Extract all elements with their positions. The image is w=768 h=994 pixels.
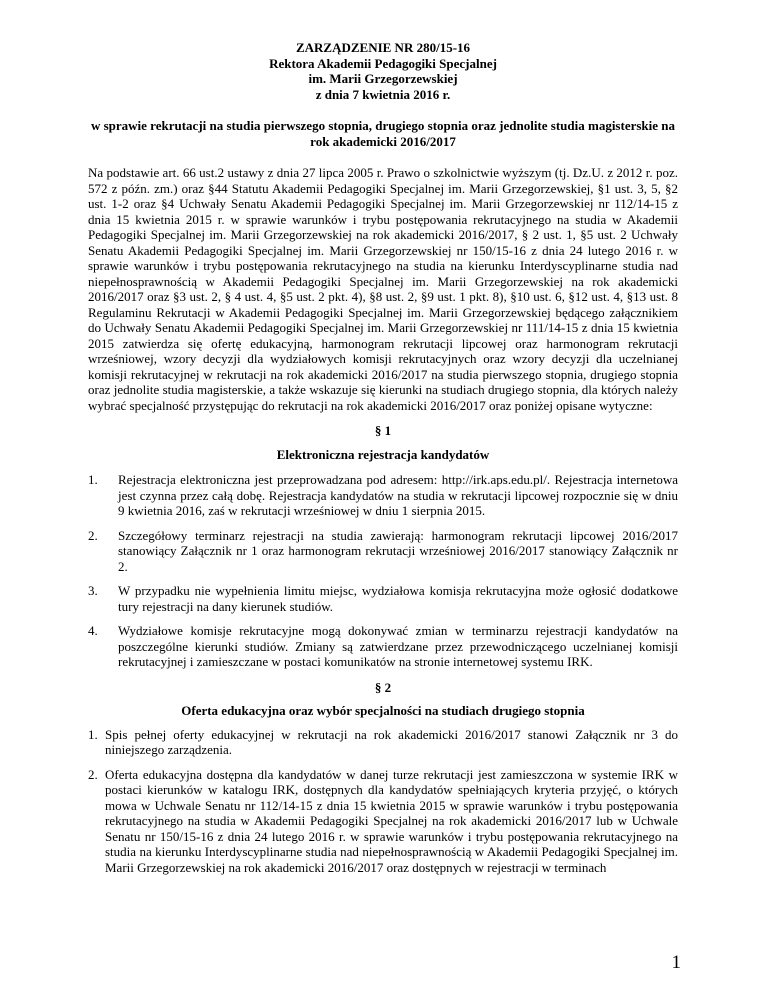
list-item xyxy=(88,528,678,575)
list-item xyxy=(88,727,678,758)
page-number: 1 xyxy=(671,952,681,973)
section-2-title: Oferta edukacyjna oraz wybór specjalności na studiach drugiego stopnia xyxy=(181,703,585,718)
document-subject: w sprawie rekrutacji na studia pierwszego stopnia, drugiego stopnia oraz jednolite studia magisterskie na rok akademicki 2016/2017 xyxy=(90,118,676,149)
section-2-number: § 2 xyxy=(374,679,392,695)
list-item-text: Wydziałowe komisje rekrutacyjne mogą dokonywać zmian w terminarzu rejestracji kandydatów na poszczególne kierunki studiów. Zmiany są zatwierdzane przez przewodniczącego uczelnianej komisji rekrutacyjnej i zamieszczane w postaci komunikatów na stronie internetowej systemu IRK. xyxy=(118,623,678,669)
list-item-text: Szczegółowy terminarz rejestracji na studia zawierają: harmonogram rekrutacji lipcowej 2016/2017 stanowiący Załącznik nr 1 oraz harmonogram rekrutacji wrześniowej 2016/2017 stanowiący Załącznik nr 2. xyxy=(118,527,678,574)
list-item-number: 2. xyxy=(88,766,98,782)
list-item-text: Oferta edukacyjna dostępna dla kandydatów w danej turze rekrutacji jest zamieszczona w systemie IRK w postaci kierunków w katalogu IRK, dostępnych dla kandydatów spełniających kryteria przyjęć, o których mowa w Uchwale Senatu nr 112/14-15 z dnia 15 kwietnia 2015 w sprawie warunków i trybu postępowania rekrutacyjnego na studia w Akademii Pedagogiki Specjalnej na rok akademicki 2016/2017 lub w Uchwale Senatu nr 150/15-16 z dnia 24 lutego 2016 r. w sprawie warunków i trybu postępowania rekrutacyjnego na studia na kierunku Interdyscyplinarne studia nad niepełnosprawnością w Akademii Pedagogiki Specjalnej im. Marii Grzegorzewskiej na rok akademicki 2016/2017 oraz dostępnych w rejestracji w terminach xyxy=(105,766,678,875)
document-header xyxy=(88,40,678,102)
header-line-1: ZARZĄDZENIE NR 280/15-16 xyxy=(295,40,471,55)
list-item-number: 1. xyxy=(88,472,98,487)
intro-paragraph: Na podstawie art. 66 ust.2 ustawy z dnia 27 lipca 2005 r. Prawo o szkolnictwie wyższym (tj. Dz.U. z 2012 r. poz. 572 z późn. zm.) oraz §44 Statutu Akademii Pedagogiki Specjalnej im. Marii Grzegorzewskiej, §1 ust. 3, 5, §2 ust. 1-2 oraz §4 Uchwały Senatu Akademii Pedagogiki Specjalnej im. Marii Grzegorzewskiej nr 112/14-15 z dnia 15 kwietnia 2015 r. w sprawie warunków i trybu postępowania rekrutacyjnego na studia w Akademii Pedagogiki Specjalnej im. Marii Grzegorzewskiej na rok akademicki 2016/2017, § 2 ust. 1, §5 ust. 2 Uchwały Senatu Akademii Pedagogiki Specjalnej im. Marii Grzegorzewskiej nr 150/15-16 z dnia 24 lutego 2016 r. w sprawie warunków i trybu postępowania rekrutacyjnego na studia na kierunku Interdyscyplinarne studia nad niepełnosprawnością w Akademii Pedagogiki Specjalnej im. Marii Grzegorzewskiej na rok akademicki 2016/2017 oraz §3 ust. 2, § 4 ust. 4, §5 ust. 2 pkt. 4), §8 ust. 2, §9 ust. 1 pkt. 8), §10 ust. 6, §12 ust. 4, §13 ust. 8 Regulaminu Rekrutacji w Akademii Pedagogiki Specjalnej im. Marii Grzegorzewskiej będącego załącznikiem do Uchwały Senatu Akademii Pedagogiki Specjalnej im. Marii Grzegorzewskiej nr 111/14-15 z dnia 15 kwietnia 2015 zatwierdza się ofertę edukacyjną, harmonogram rekrutacji lipcowej oraz harmonogram rekrutacji wrześniowej, wzory decyzji dla wydziałowych komisji rekrutacyjnych oraz wzory decyzji dla uczelnianej komisji rekrutacyjnej w rekrutacji na rok akademicki 2016/2017 na studia pierwszego stopnia, drugiego stopnia oraz jednolite studia magisterskie, a także wskazuje się kierunki na studiach drugiego stopnia, dla których należy wybrać specjalność przystępując do rekrutacji na rok akademicki 2016/2017 oraz poniżej opisane wytyczne: xyxy=(88,165,678,413)
list-item-number: 4. xyxy=(88,623,98,638)
section-1-list xyxy=(88,472,678,670)
list-item-number: 3. xyxy=(88,583,98,598)
section-1-title: Elektroniczna rejestracja kandydatów xyxy=(276,446,490,462)
document-content xyxy=(88,40,678,884)
section-2-list xyxy=(88,727,678,876)
list-item-text: Spis pełnej oferty edukacyjnej w rekrutacji na rok akademicki 2016/2017 stanowi Załącznik nr 3 do niniejszego zarządzenia. xyxy=(105,726,678,757)
section-1-number: § 1 xyxy=(374,423,392,438)
header-line-3: im. Marii Grzegorzewskiej xyxy=(308,71,458,86)
header-line-2: Rektora Akademii Pedagogiki Specjalnej xyxy=(269,55,497,71)
list-item xyxy=(88,623,678,670)
list-item-text: Rejestracja elektroniczna jest przeprowadzana pod adresem: http://irk.aps.edu.pl/. Rejestracja internetowa jest czynna przez całą dobę. Rejestracja kandydatów na studia w rekrutacji lipcowej rozpocznie się w dniu 9 kwietnia 2016, zaś w rekrutacji wrześniowej w dniu 1 sierpnia 2015. xyxy=(118,472,678,518)
list-item-number: 2. xyxy=(88,527,98,543)
list-item-number: 1. xyxy=(88,726,98,742)
list-item xyxy=(88,583,678,614)
header-line-4: z dnia 7 kwietnia 2016 r. xyxy=(315,86,451,102)
list-item-text: W przypadku nie wypełnienia limitu miejsc, wydziałowa komisja rekrutacyjna może ogłosić dodatkowe tury rejestracji na dany kierunek studiów. xyxy=(118,583,678,614)
list-item xyxy=(88,472,678,519)
list-item xyxy=(88,767,678,876)
